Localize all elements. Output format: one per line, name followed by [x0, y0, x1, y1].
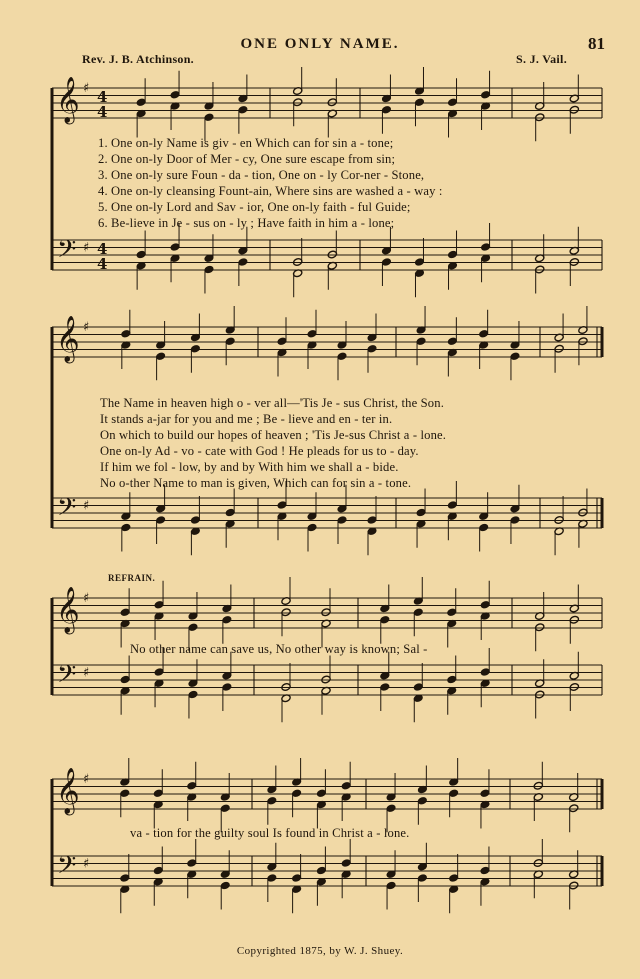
- verse-line: It stands a-jar for you and me ; Be - lieve and en - ter in.: [100, 412, 393, 426]
- sharp-sign: ♯: [83, 856, 90, 872]
- sharp-sign: ♯: [83, 772, 90, 787]
- verse-line: No o-ther Name to man is given, Which can for sin a - tone.: [100, 476, 412, 490]
- copyright-notice: Copyrighted 1875, by W. J. Shuey.: [236, 945, 404, 957]
- verse-line: 2. One on-ly Door of Mer - cy, One sure escape from sin;: [98, 152, 396, 166]
- time-signature: 4: [97, 103, 108, 121]
- lyricist-credit: Rev. J. B. Atchinson.: [82, 52, 194, 66]
- bass-clef: 𝄢: [57, 660, 77, 695]
- refrain-line: va - tion for the guilty soul Is found in Christ a - lone.: [130, 826, 410, 840]
- sharp-sign: ♯: [83, 81, 90, 96]
- verse-line: If him we fol - low, by and by With him we shall a - bide.: [100, 460, 399, 474]
- verse-line: 5. One on-ly Lord and Sav - ior, One on-ly faith - ful Guide;: [98, 200, 411, 214]
- bass-clef: 𝄢: [57, 851, 77, 886]
- treble-clef: 𝄞: [56, 587, 80, 633]
- verse-line: 1. One on-ly Name is giv - en Which can for sin a - tone;: [98, 136, 394, 150]
- time-signature: 4: [97, 255, 108, 273]
- sharp-sign: ♯: [83, 591, 90, 606]
- treble-clef: 𝄞: [56, 768, 80, 814]
- verse-line: 6. Be-lieve in Je - sus on - ly ; Have faith in him a - lone;: [98, 216, 395, 230]
- time-signature: 4: [97, 240, 108, 258]
- sharp-sign: ♯: [83, 498, 90, 514]
- composer-credit: S. J. Vail.: [516, 52, 567, 66]
- verse-line: The Name in heaven high o - ver all—'Tis Je - sus Christ, the Son.: [100, 396, 444, 410]
- sharp-sign: ♯: [83, 320, 90, 335]
- hymn-title: ONE ONLY NAME.: [240, 36, 400, 52]
- verse-line: 4. One on-ly cleansing Fount-ain, Where sins are washed a - way :: [98, 184, 443, 198]
- bass-clef: 𝄢: [57, 493, 77, 528]
- verse-line: One on-ly Ad - vo - cate with God ! He pleads for us to - day.: [100, 444, 419, 458]
- verse-line: On which to build our hopes of heaven ; 'Tis Je-sus Christ a - lone.: [100, 428, 447, 442]
- sharp-sign: ♯: [83, 240, 90, 256]
- bass-clef: 𝄢: [57, 235, 77, 270]
- treble-clef: 𝄞: [56, 316, 80, 362]
- verse-line: 3. One on-ly sure Foun - da - tion, One on - ly Cor-ner - Stone,: [98, 168, 425, 182]
- sharp-sign: ♯: [83, 665, 90, 681]
- refrain-label: REFRAIN.: [108, 573, 156, 583]
- time-signature: 4: [97, 88, 108, 106]
- treble-clef: 𝄞: [56, 77, 80, 123]
- page-number: 81: [588, 34, 605, 53]
- refrain-line: No other name can save us, No other way is known; Sal -: [130, 642, 428, 656]
